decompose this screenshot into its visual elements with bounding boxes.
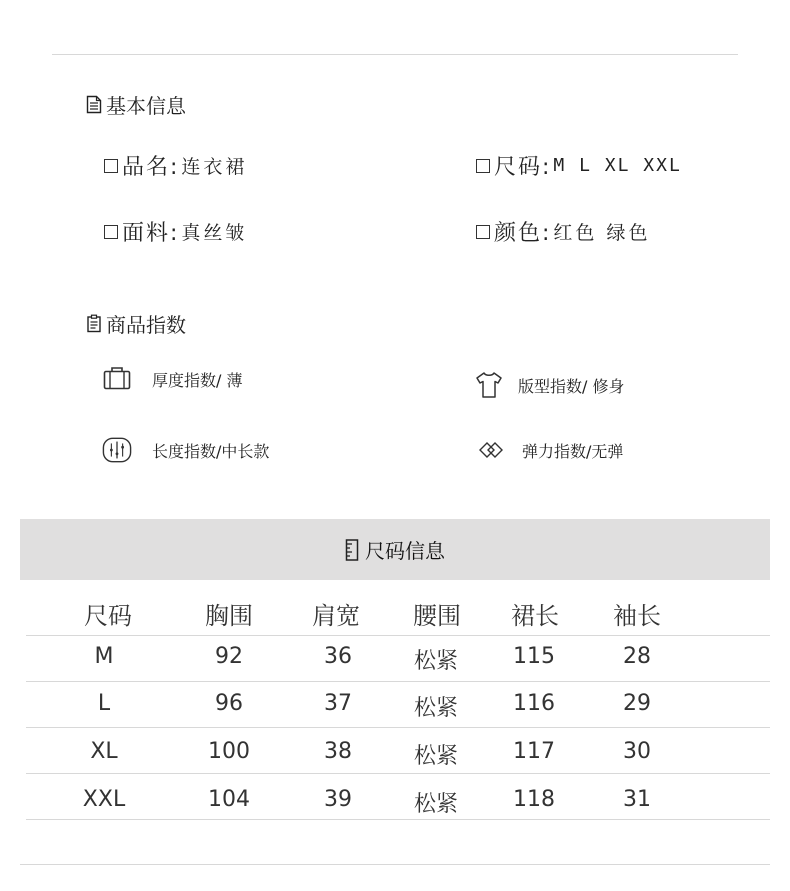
- cell-size: M: [94, 644, 114, 669]
- cell-chest: 92: [215, 644, 243, 669]
- cell-dress-length: 117: [513, 739, 555, 764]
- product-index-title: [86, 309, 186, 338]
- briefcase-icon: [102, 364, 132, 394]
- product-name-label: 品名:: [122, 155, 180, 180]
- elasticity-index-text: 弹力指数/无弹: [522, 441, 624, 461]
- basic-info-title: [86, 90, 186, 119]
- cell-shoulder: 39: [324, 787, 352, 812]
- cell-size: XL: [90, 739, 118, 764]
- table-divider: [26, 819, 770, 820]
- fabric-label: 面料:: [122, 221, 180, 246]
- cell-sleeve-length: 28: [623, 644, 651, 669]
- size-info-header: [20, 519, 770, 580]
- length-index: [102, 435, 269, 465]
- document-icon: [86, 95, 102, 114]
- bottom-divider: [20, 864, 770, 865]
- product-name-field: [104, 150, 247, 181]
- fit-index-text: 版型指数/ 修身: [518, 376, 625, 396]
- cell-dress-length: 115: [513, 644, 555, 669]
- size-value: M L XL XXL: [553, 155, 682, 176]
- ruler-icon: [345, 539, 359, 561]
- basic-info-title-text: 基本信息: [106, 94, 186, 118]
- cell-dress-length: 118: [513, 787, 555, 812]
- top-divider: [52, 54, 738, 55]
- tshirt-icon: [474, 370, 504, 400]
- cell-chest: 100: [208, 739, 250, 764]
- header-dress-length: 裙长: [511, 602, 559, 630]
- cell-shoulder: 37: [324, 691, 352, 716]
- checkbox-icon: [476, 225, 490, 239]
- cell-chest: 104: [208, 787, 250, 812]
- color-field: [476, 216, 650, 247]
- product-name-value: 连衣裙: [181, 156, 248, 178]
- cell-size: L: [97, 691, 111, 716]
- checkbox-icon: [104, 159, 118, 173]
- size-label: 尺码:: [494, 155, 552, 180]
- length-index-text: 长度指数/中长款: [152, 441, 270, 461]
- length-gauge-icon: [102, 435, 132, 465]
- color-value: 红色 绿色: [553, 222, 651, 244]
- size-info-title-text: 尺码信息: [365, 539, 445, 563]
- thickness-index: [102, 364, 242, 394]
- header-waist: 腰围: [413, 602, 461, 630]
- cell-sleeve-length: 31: [623, 787, 651, 812]
- cell-dress-length: 116: [513, 691, 555, 716]
- cell-waist: 松紧: [413, 744, 458, 769]
- cell-waist: 松紧: [413, 792, 458, 817]
- cell-sleeve-length: 30: [623, 739, 651, 764]
- table-divider: [26, 727, 770, 728]
- checkbox-icon: [476, 159, 490, 173]
- cell-shoulder: 38: [324, 739, 352, 764]
- header-size: 尺码: [84, 602, 132, 630]
- size-info-title: [20, 519, 770, 580]
- header-chest: 胸围: [205, 602, 253, 630]
- color-label: 颜色:: [494, 221, 552, 246]
- table-divider: [26, 635, 770, 636]
- header-shoulder: 肩宽: [312, 602, 360, 630]
- table-divider: [26, 681, 770, 682]
- cell-sleeve-length: 29: [623, 691, 651, 716]
- checkbox-icon: [104, 225, 118, 239]
- cell-size: XXL: [82, 787, 126, 812]
- thickness-index-text: 厚度指数/ 薄: [152, 370, 243, 390]
- product-index-title-text: 商品指数: [106, 313, 186, 337]
- cell-waist: 松紧: [413, 696, 458, 721]
- fabric-value: 真丝皱: [181, 222, 248, 244]
- table-divider: [26, 773, 770, 774]
- header-sleeve-length: 袖长: [613, 602, 661, 630]
- cell-shoulder: 36: [324, 644, 352, 669]
- cell-waist: 松紧: [413, 649, 458, 674]
- fabric-field: [104, 216, 247, 247]
- cell-chest: 96: [215, 691, 243, 716]
- clipboard-icon: [86, 314, 102, 333]
- fit-index: [474, 370, 624, 400]
- diamond-spring-icon: [478, 435, 508, 465]
- size-field: [476, 150, 682, 181]
- elasticity-index: [478, 435, 623, 465]
